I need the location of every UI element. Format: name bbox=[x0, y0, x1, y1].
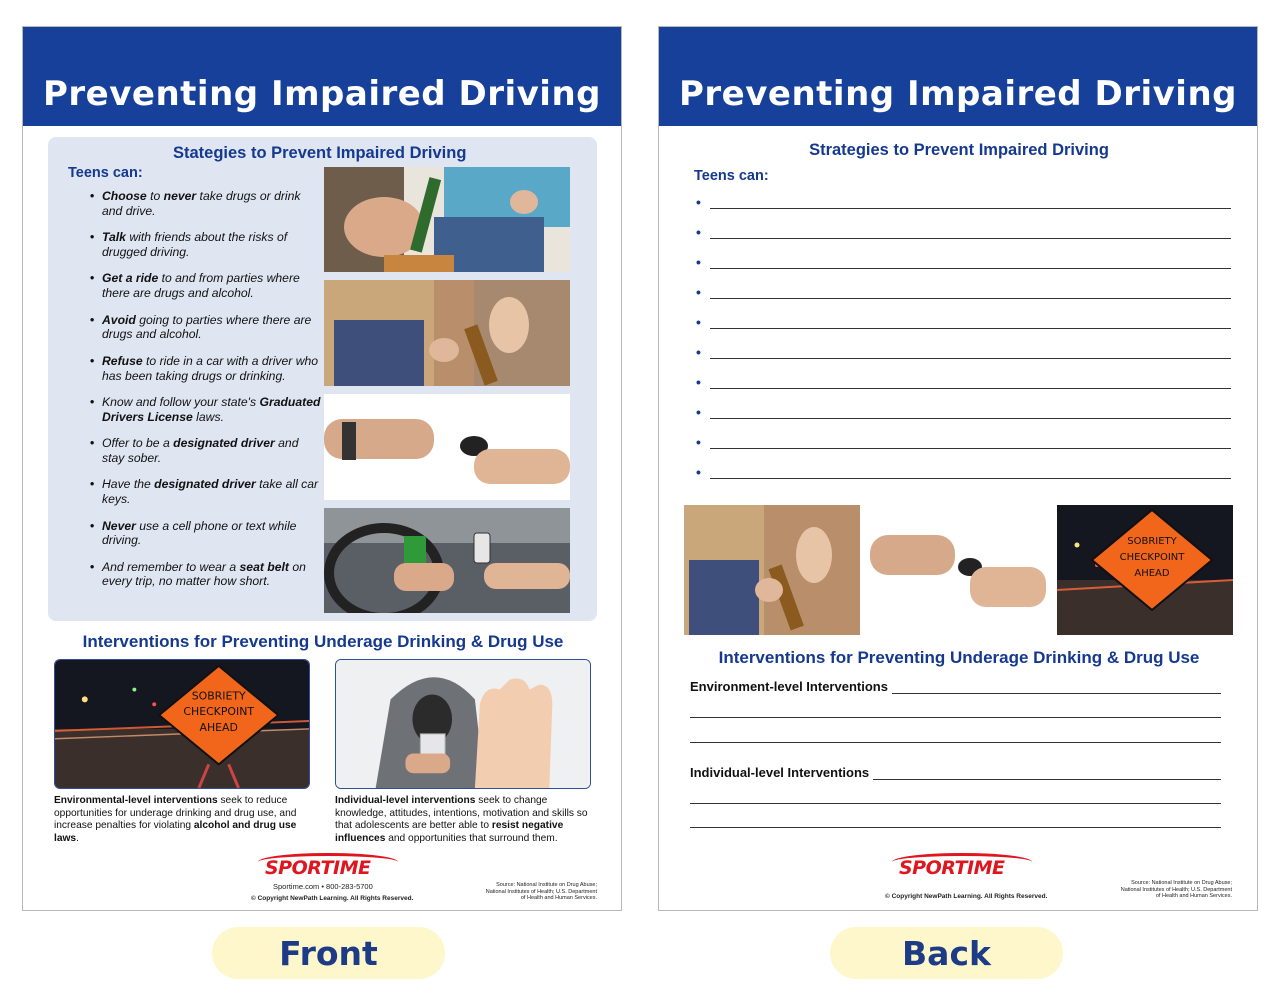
env-interventions-label: Environment-level Interventions bbox=[690, 679, 892, 694]
blank-line bbox=[710, 345, 1231, 359]
front-poster bbox=[22, 26, 622, 911]
front-interventions-title: Interventions for Preventing Underage Drinking & Drug Use bbox=[82, 632, 564, 651]
back-title: Preventing Impaired Driving bbox=[679, 74, 1237, 114]
back-badge bbox=[830, 927, 1063, 979]
photo-refusing-bottle bbox=[324, 280, 570, 386]
bullet-icon: • bbox=[696, 404, 701, 420]
blank-line-item bbox=[696, 315, 1231, 345]
back-photo-sobriety-checkpoint bbox=[1057, 505, 1233, 635]
blank-line-item bbox=[696, 405, 1231, 435]
strategy-item: • Refuse to ride in a car with a driver who has been taking drugs or drinking. bbox=[90, 354, 322, 395]
photo-sobriety-checkpoint bbox=[54, 659, 310, 789]
blank-strategy-lines bbox=[696, 195, 1231, 495]
blank-line bbox=[710, 225, 1231, 239]
strategy-item: • Offer to be a designated driver and stay sober. bbox=[90, 436, 322, 477]
back-interventions-title: Interventions for Preventing Underage Drinking & Drug Use bbox=[718, 648, 1200, 667]
env-fill-line-3 bbox=[690, 742, 1221, 743]
ind-intervention-desc: Individual-level interventions seek to change knowledge, attitudes, intentions, motivation and skills so that adolescents are better able to resist negative influences and opportunities that surround them. bbox=[335, 795, 588, 844]
front-contact: Sportime.com • 800-283-5700 bbox=[273, 882, 373, 891]
bullet-icon: • bbox=[696, 344, 701, 360]
blank-line-item bbox=[696, 285, 1231, 315]
back-strategies-title: Strategies to Prevent Impaired Driving bbox=[809, 141, 1109, 159]
bullet-icon: • bbox=[696, 374, 701, 390]
back-copyright: © Copyright NewPath Learning. All Rights Reserved. bbox=[885, 893, 1048, 900]
front-sign-line-2: CHECKPOINT bbox=[183, 705, 255, 719]
front-sportime-logo: SPORTIME bbox=[265, 857, 371, 879]
strategy-item: • Talk with friends about the risks of drugged driving. bbox=[90, 230, 322, 271]
back-source: Source: National Institute on Drug Abuse; National Institutes of Health; U.S. Department of Health and Human Services. bbox=[1120, 880, 1232, 900]
back-photo-handing-keys bbox=[870, 505, 1046, 635]
back-photo-refusing-bottle bbox=[684, 505, 860, 635]
strategy-item: • Never use a cell phone or text while driving. bbox=[90, 519, 322, 560]
strategies-box bbox=[48, 137, 597, 621]
bullet-icon: • bbox=[696, 314, 701, 330]
bullet-icon: • bbox=[696, 434, 701, 450]
back-sportime-logo: SPORTIME bbox=[899, 857, 1005, 879]
back-sign-line-2: CHECKPOINT bbox=[1119, 552, 1185, 563]
back-badge-label: Back bbox=[902, 933, 991, 973]
front-sign-line-1: SOBRIETY bbox=[191, 689, 246, 703]
blank-line bbox=[710, 315, 1231, 329]
ind-fill-line-2 bbox=[690, 803, 1221, 804]
photo-friends-drinking bbox=[324, 167, 570, 272]
photo-refusing-drugs bbox=[335, 659, 591, 789]
blank-line-item bbox=[696, 255, 1231, 285]
front-badge bbox=[212, 927, 445, 979]
blank-line bbox=[710, 405, 1231, 419]
env-intervention-desc: Environmental-level interventions seek to reduce opportunities for underage drinking and drug use, and increase penalties for violating alcohol and drug use laws. bbox=[54, 795, 297, 844]
front-badge-label: Front bbox=[279, 933, 378, 973]
env-fill-line-2 bbox=[690, 717, 1221, 718]
strategy-item: • And remember to wear a seat belt on every trip, no matter how short. bbox=[90, 560, 322, 601]
photo-handing-keys bbox=[324, 394, 570, 500]
front-banner bbox=[23, 27, 621, 126]
blank-line-item bbox=[696, 195, 1231, 225]
front-source: Source: National Institute on Drug Abuse; National Institutes of Health; U.S. Department of Health and Human Services. bbox=[485, 882, 597, 902]
back-banner bbox=[659, 27, 1257, 126]
bullet-icon: • bbox=[696, 254, 701, 270]
front-sign-line-3: AHEAD bbox=[199, 720, 238, 734]
back-teens-label: Teens can: bbox=[694, 168, 769, 184]
front-strategies-title: Stategies to Prevent Impaired Driving bbox=[173, 144, 467, 162]
bullet-icon: • bbox=[696, 194, 701, 210]
back-sign-line-1: SOBRIETY bbox=[1127, 536, 1177, 547]
ind-interventions-label: Individual-level Interventions bbox=[690, 765, 873, 780]
front-copyright: © Copyright NewPath Learning. All Rights Reserved. bbox=[251, 895, 414, 902]
bullet-icon: • bbox=[696, 464, 701, 480]
bullet-icon: • bbox=[696, 284, 701, 300]
strategy-item: • Choose to never take drugs or drink and drive. bbox=[90, 189, 322, 230]
blank-line-item bbox=[696, 225, 1231, 255]
front-teens-label: Teens can: bbox=[68, 165, 143, 181]
blank-line bbox=[710, 255, 1231, 269]
strategy-item: • Get a ride to and from parties where there are drugs and alcohol. bbox=[90, 271, 322, 312]
strategy-item: • Avoid going to parties where there are drugs and alcohol. bbox=[90, 313, 322, 354]
blank-line bbox=[710, 435, 1231, 449]
blank-line bbox=[710, 195, 1231, 209]
blank-line-item bbox=[696, 435, 1231, 465]
blank-line-item bbox=[696, 465, 1231, 495]
strategy-list bbox=[90, 189, 322, 601]
blank-line-item bbox=[696, 345, 1231, 375]
blank-line bbox=[710, 285, 1231, 299]
strategy-item: • Know and follow your state's Graduated Drivers License laws. bbox=[90, 395, 322, 436]
back-poster bbox=[658, 26, 1258, 911]
ind-fill-line-3 bbox=[690, 827, 1221, 828]
blank-line-item bbox=[696, 375, 1231, 405]
blank-line bbox=[710, 465, 1231, 479]
back-sign-line-3: AHEAD bbox=[1134, 568, 1170, 579]
blank-line bbox=[710, 375, 1231, 389]
photo-phone-driving bbox=[324, 508, 570, 613]
bullet-icon: • bbox=[696, 224, 701, 240]
front-title: Preventing Impaired Driving bbox=[43, 74, 601, 114]
strategy-item: • Have the designated driver take all car keys. bbox=[90, 477, 322, 518]
